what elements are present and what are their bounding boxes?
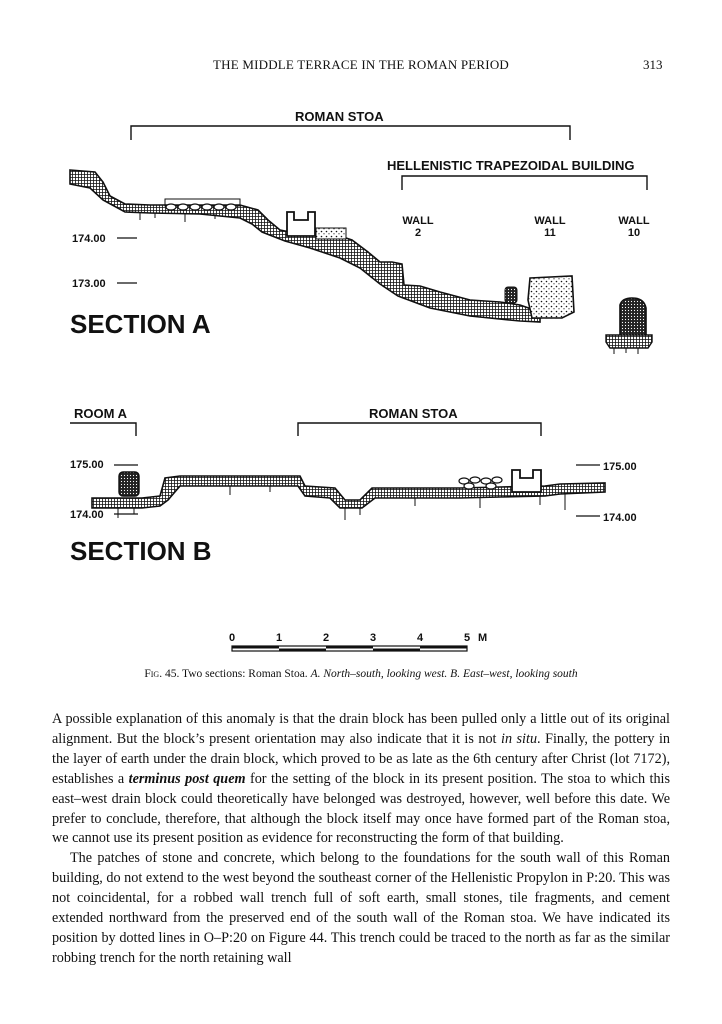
roman-stoa-bracket: [131, 126, 570, 140]
elevation-left-174: 174.00: [70, 509, 104, 521]
wall-11-label: [534, 215, 565, 239]
elevation-left-175: 175.00: [70, 459, 104, 471]
caption-text: Two sections: Roman Stoa.: [182, 668, 308, 680]
scale-tick-label: 3: [369, 632, 377, 644]
page-number: 313: [643, 57, 663, 72]
wall-name: WALL: [618, 215, 650, 227]
running-title: THE MIDDLE TERRACE IN THE ROMAN PERIOD: [213, 57, 509, 72]
scale-segment: [373, 649, 420, 652]
section-b: [70, 406, 637, 566]
wall-10-ground: [606, 335, 652, 348]
wall-11-foundation: [528, 276, 574, 318]
wall-10-label: [618, 215, 649, 239]
wall-number: 2: [414, 227, 422, 239]
scale-segment: [326, 646, 373, 649]
text-run: for the setting of the block in its present position. The stoa to which this east–west drain block could theoretically have belonged was destroyed, however, well before this date. We prefer to conclude, therefore, that although the block itself may once have formed part of the Roman stoa, we cannot use its present position as evidence for reconstructing the form of that building.: [52, 770, 670, 847]
wall-name: WALL: [534, 215, 566, 227]
scale-segment: [279, 649, 326, 652]
scale-tick-label: 0: [228, 632, 236, 644]
drain-block-section-a: [287, 212, 315, 236]
scale-tick-label: 4: [416, 632, 424, 644]
drain-block-section-b: [512, 470, 541, 492]
section-a-roman-stoa-label: ROMAN STOA: [295, 109, 384, 124]
italic-term-terminus-post-quem: terminus post quem: [128, 770, 246, 787]
roman-stoa-bracket: [298, 423, 541, 436]
paragraph-2: The patches of stone and concrete, which belong to the foundations for the south wall of this Roman building, do not extend to the west beyond the southeast corner of the Hellenistic Propylon in P:20. This was not coincidental, for a robbed wall trench full of soft earth, small stones, tile fragments, and cement extended northward from the preserved end of the south wall of the Roman stoa. We have indicated its position by dotted lines in O–P:20 on Figure 44. This trench could be traced to the north as far as the similar robbing trench for the north retaining wall: [52, 850, 670, 966]
paragraph-1: [52, 710, 670, 849]
wall-name: WALL: [402, 215, 434, 227]
section-b-title: SECTION B: [70, 536, 212, 566]
section-a-title: SECTION A: [70, 309, 211, 339]
wall-10-foundation: [620, 298, 646, 336]
section-b-roman-stoa-label: ROMAN STOA: [369, 406, 458, 421]
room-a-label: ROOM A: [74, 406, 127, 421]
section-a: [70, 109, 652, 354]
scale-tick-label: 5: [463, 632, 471, 644]
elevation-174: 174.00: [72, 233, 106, 245]
wall-11-small-stone: [505, 287, 517, 303]
concrete-patch: [316, 228, 346, 239]
text-run: A possible explanation of this anomaly is that the drain block has been pulled only a little out of its original alignment. But the block’s present orientation may also indicate that it is not: [52, 711, 670, 747]
figure-label: Fig. 45.: [144, 668, 180, 680]
wall-2-label: [402, 215, 433, 239]
elevation-right-175: 175.00: [603, 461, 637, 473]
caption-part-b: B. East–west, looking south: [450, 668, 578, 680]
scale-segment: [232, 646, 279, 649]
scale-unit: M: [478, 632, 488, 644]
scale-tick-label: 1: [275, 632, 283, 644]
elevation-right-174: 174.00: [603, 512, 637, 524]
caption-part-a: A. North–south, looking west.: [310, 668, 448, 680]
room-a-wall: [119, 472, 139, 496]
hellenistic-building-label: HELLENISTIC TRAPEZOIDAL BUILDING: [387, 158, 635, 173]
scale-tick-label: 2: [322, 632, 330, 644]
body-text: [52, 710, 670, 969]
wall-number: 11: [544, 227, 556, 239]
text-run: . Finally, the pottery in the layer of earth under the drain block, which proved to be as late as the 6th century after Christ (lot 7172), establishes a: [52, 730, 670, 787]
hellenistic-bracket: [402, 176, 647, 190]
wall-number: 10: [627, 227, 641, 239]
figure-caption: [0, 668, 722, 680]
italic-term-in-situ: in situ: [501, 730, 538, 747]
section-a-ground-profile: [70, 170, 540, 322]
hatching-ticks: [614, 348, 638, 354]
elevation-173: 173.00: [72, 278, 106, 290]
scale-bar: [229, 632, 487, 651]
room-a-bracket: [70, 423, 136, 436]
scale-segment: [420, 646, 467, 649]
